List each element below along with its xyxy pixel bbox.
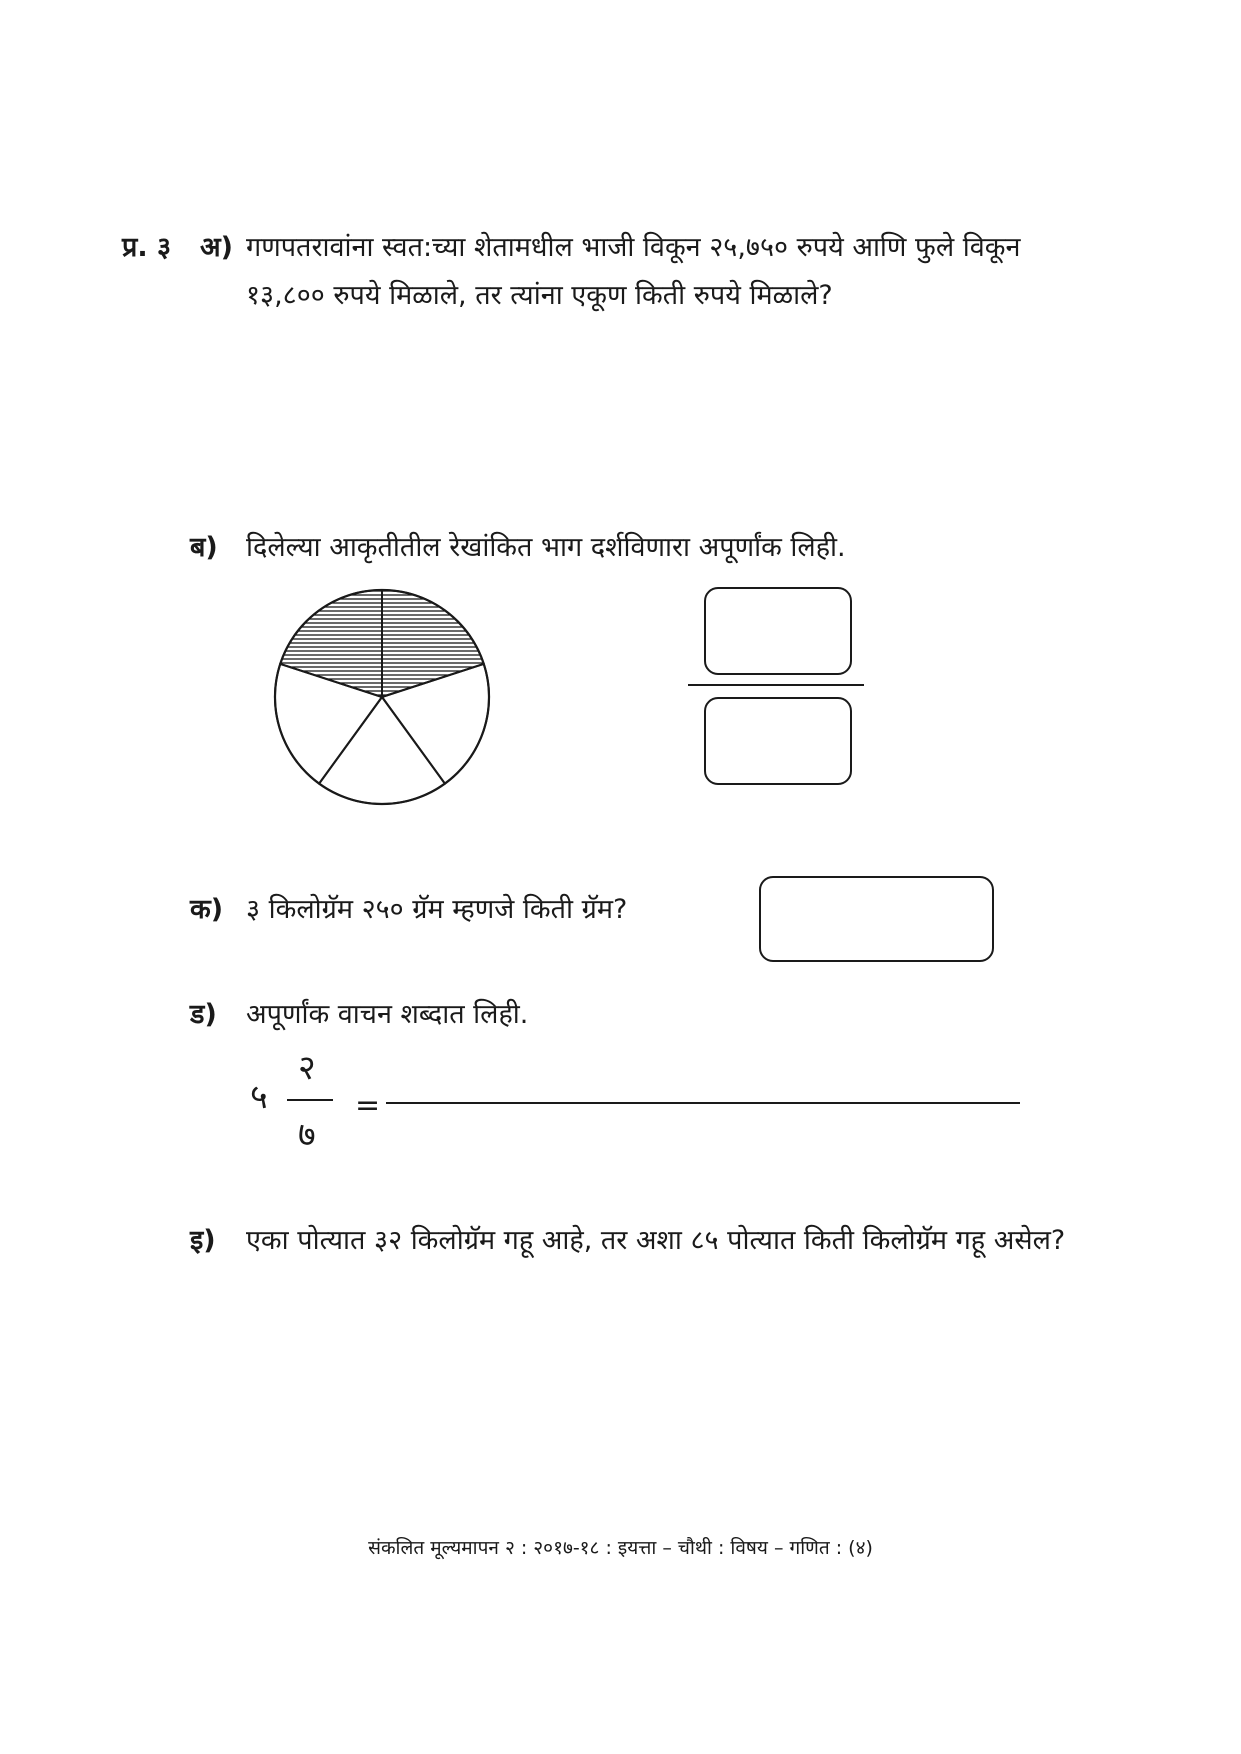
circle-sector-4 (319, 697, 445, 804)
mixed-fraction-bar (287, 1099, 333, 1101)
subquestion-c-text: ३ किलोग्रॅम २५० ग्रॅम म्हणजे किती ग्रॅम? (246, 894, 628, 925)
subquestion-b-text: दिलेल्या आकृतीतील रेखांकित भाग दर्शविणारा अपूर्णांक लिही. (246, 532, 846, 563)
answer-writing-line[interactable] (386, 1102, 1020, 1104)
subquestion-c-label: क) (190, 894, 224, 925)
question-number: प्र. ३ (122, 232, 172, 263)
subquestion-e-text: एका पोत्यात ३२ किलोग्रॅम गहू आहे, तर अशा ८५ पोत्यात किती किलोग्रॅम गहू असेल? (246, 1225, 1066, 1256)
subquestion-a-text-line1: गणपतरावांना स्वत:च्या शेतामधील भाजी विकून २५,७५० रुपये आणि फुले विकून (246, 232, 1021, 263)
mixed-fraction-whole: ५ (250, 1077, 268, 1117)
subquestion-d-text: अपूर्णांक वाचन शब्दात लिही. (246, 999, 529, 1030)
fraction-bar-line (688, 684, 864, 686)
subquestion-d-label: ड) (190, 999, 217, 1030)
mixed-fraction-numerator: २ (298, 1048, 316, 1088)
subquestion-a-label: अ) (200, 232, 233, 263)
numerator-answer-box[interactable] (704, 587, 852, 675)
page-footer: संकलित मूल्यमापन २ : २०१७-१८ : इयत्ता – चौथी : विषय – गणित : (४) (368, 1537, 873, 1559)
grams-answer-box[interactable] (759, 876, 994, 962)
equals-sign: = (355, 1088, 381, 1123)
denominator-answer-box[interactable] (704, 697, 852, 785)
fraction-circle-figure (262, 577, 502, 817)
subquestion-a-text-line2: १३,८०० रुपये मिळाले, तर त्यांना एकूण किती रुपये मिळाले? (246, 280, 833, 311)
subquestion-b-label: ब) (190, 532, 218, 563)
subquestion-e-label: इ) (190, 1225, 216, 1256)
mixed-fraction-denominator: ७ (298, 1115, 316, 1155)
